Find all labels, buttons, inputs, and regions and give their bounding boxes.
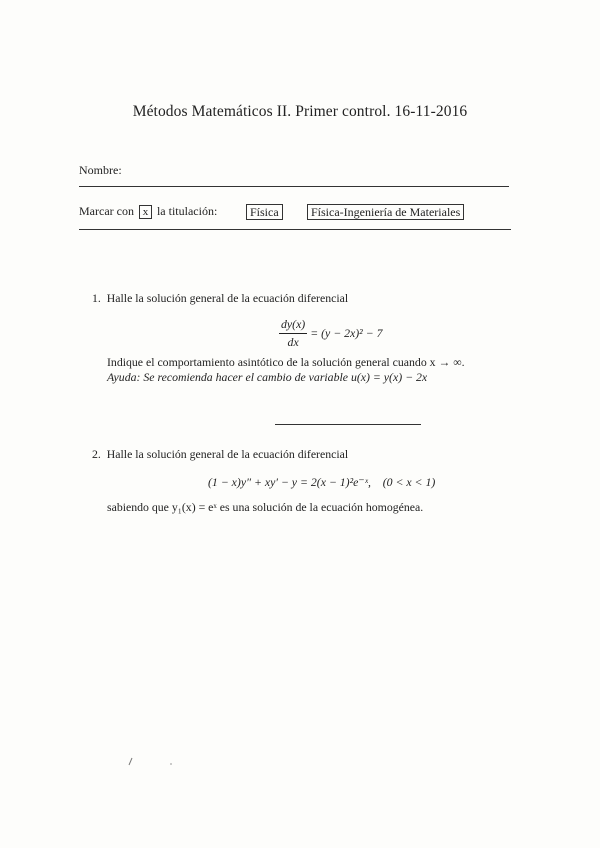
problem-2-number: 2. — [92, 447, 101, 461]
option-fisica-ingenieria-materiales[interactable]: Física-Ingeniería de Materiales — [307, 204, 464, 220]
problem-1-statement-line — [92, 291, 348, 306]
fraction-denominator: dx — [287, 335, 299, 349]
problem-1-question: Indique el comportamiento asintótico de la solución general cuando x → ∞. — [107, 355, 465, 369]
problem-1-hint: Ayuda: Se recomienda hacer el cambio de variable u(x) = y(x) − 2x — [107, 370, 428, 384]
problem-2-equation: (1 − x)y″ + xy′ − y = 2(x − 1)²e⁻ˣ, (0 < x < 1) — [208, 475, 436, 489]
problem-2-statement-line — [92, 447, 348, 462]
equation-rhs: = (y − 2x)² − 7 — [310, 326, 383, 340]
degree-selection-row — [79, 204, 217, 219]
header-divider — [79, 229, 511, 230]
name-line — [79, 186, 509, 187]
section-separator — [275, 424, 421, 425]
mark-prefix: Marcar con — [79, 204, 134, 218]
option-fisica[interactable]: Física — [246, 204, 283, 220]
mark-x-box: x — [139, 205, 152, 219]
problem-1-number: 1. — [92, 291, 101, 305]
scan-marks — [126, 752, 186, 772]
fraction-numerator: dy(x) — [279, 317, 307, 334]
problem-2-note: sabiendo que y₁(x) = eˣ es una solución de la ecuación homogénea. — [107, 500, 424, 514]
problem-1-equation — [279, 317, 382, 350]
page-title: Métodos Matemáticos II. Primer control. 16-11-2016 — [132, 103, 468, 120]
name-label: Nombre: — [79, 163, 122, 177]
problem-2-statement: Halle la solución general de la ecuación diferencial — [106, 447, 349, 461]
problem-1-statement: Halle la solución general de la ecuación diferencial — [106, 291, 349, 305]
mark-suffix: la titulación: — [156, 204, 218, 218]
equation-fraction — [279, 317, 307, 350]
